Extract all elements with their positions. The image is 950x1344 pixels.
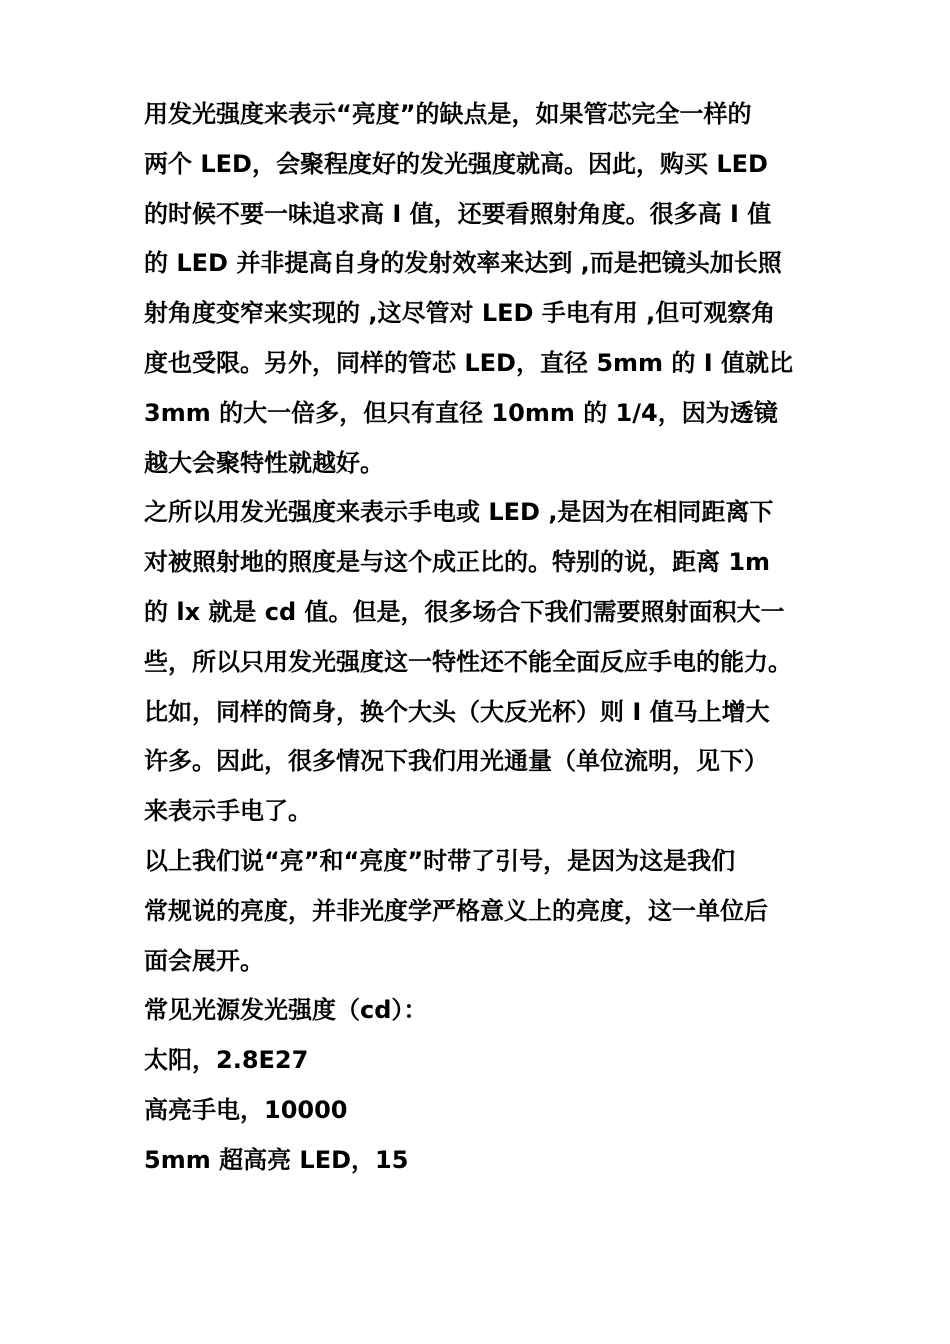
text-line: 常规说的亮度，并非光度学严格意义上的亮度，这一单位后 [144, 896, 768, 925]
text-line: 用发光强度来表示“亮度”的缺点是，如果管芯完全一样的 [144, 100, 752, 128]
text-line: 的 LED 并非提高自身的发射效率来达到 ,而是把镜头加长照 [144, 249, 782, 278]
text-line: 射角度变窄来实现的 ,这尽管对 LED 手电有用 ,但可观察角 [144, 299, 776, 328]
text-line: 些，所以只用发光强度这一特性还不能全面反应手电的能力。 [144, 647, 792, 676]
text-line: 来表示手电了。 [144, 797, 312, 826]
text-line: 太阳，2.8E27 [144, 1046, 309, 1075]
text-line: 常见光源发光强度（cd）： [144, 996, 428, 1025]
text-line: 以上我们说“亮”和“亮度”时带了引号，是因为这是我们 [144, 846, 736, 875]
text-line: 的时候不要一味追求高 I 值，还要看照射角度。很多高 I 值 [144, 199, 772, 228]
text-line: 的 lx 就是 cd 值。但是，很多场合下我们需要照射面积大一 [144, 597, 785, 626]
text-line: 面会展开。 [144, 946, 264, 975]
text-line: 越大会聚特性就越好。 [144, 448, 384, 477]
text-line: 高亮手电，10000 [144, 1095, 348, 1124]
text-line: 5mm 超高亮 LED，15 [144, 1145, 409, 1174]
text-line: 比如，同样的筒身，换个大头（大反光杯）则 I 值马上增大 [144, 697, 770, 726]
text-line: 两个 LED，会聚程度好的发光强度就高。因此，购买 LED [144, 149, 768, 178]
text-line: 3mm 的大一倍多，但只有直径 10mm 的 1/4，因为透镜 [144, 398, 778, 427]
text-line: 对被照射地的照度是与这个成正比的。特别的说，距离 1m [144, 548, 771, 577]
document-body [144, 90, 824, 1186]
text-line: 之所以用发光强度来表示手电或 LED ,是因为在相同距离下 [144, 498, 774, 527]
text-line: 许多。因此，很多情况下我们用光通量（单位流明，见下） [144, 747, 768, 776]
text-line: 度也受限。另外，同样的管芯 LED，直径 5mm 的 I 值就比 [144, 348, 794, 377]
